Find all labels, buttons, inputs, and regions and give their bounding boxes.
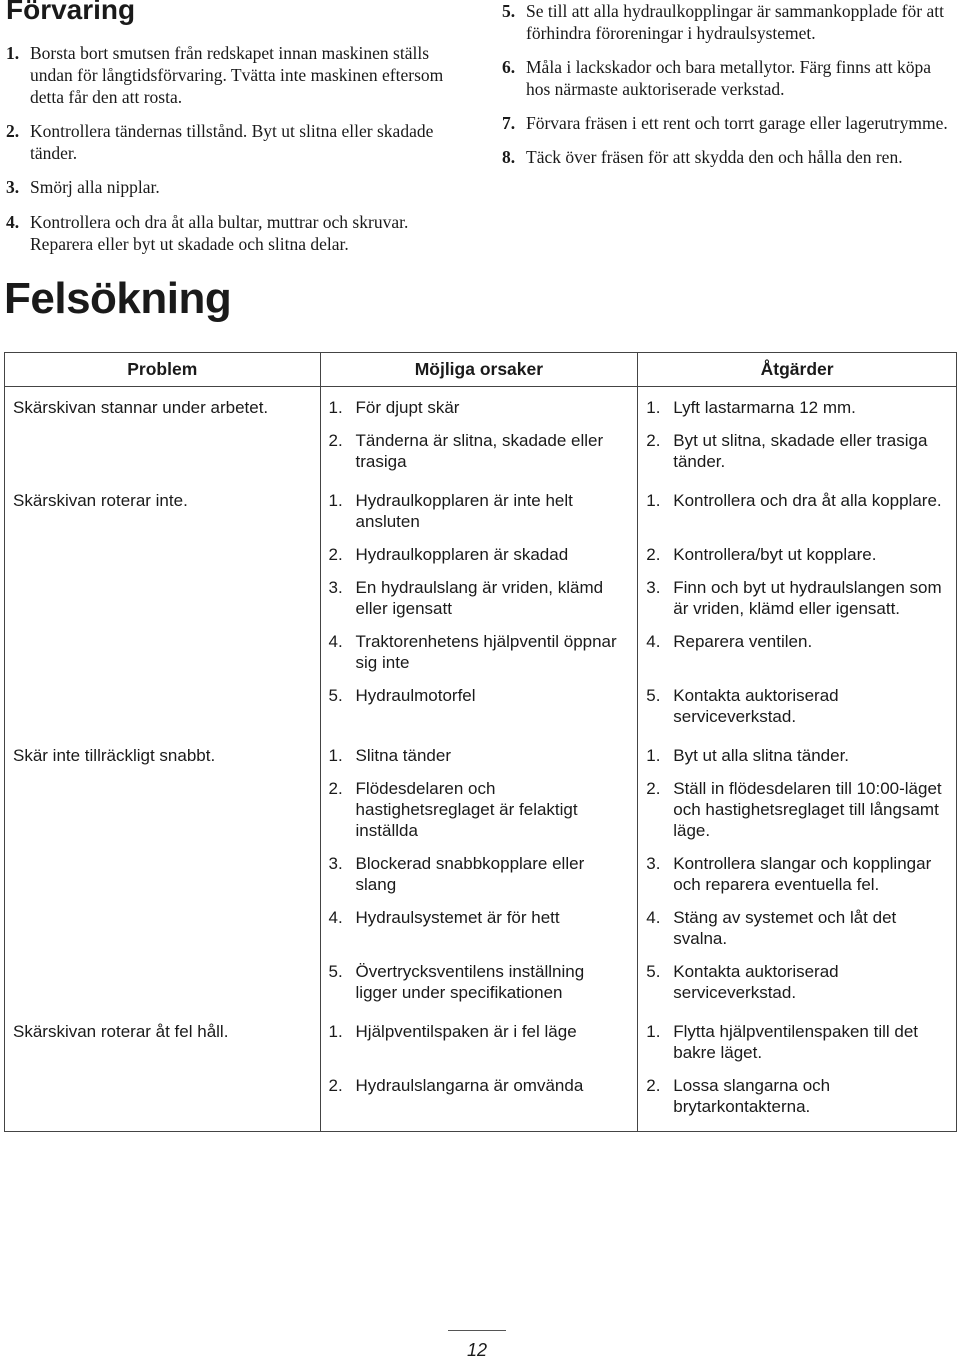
- causes-cell: [320, 480, 638, 735]
- actions-cell: [638, 387, 957, 481]
- table-row: [5, 480, 957, 735]
- storage-section-title: Förvaring: [6, 0, 136, 25]
- storage-step: [502, 146, 957, 168]
- cause-text: Hydraulslangarna är omvända: [355, 1076, 584, 1095]
- storage-steps-left-continued: [6, 211, 446, 255]
- step-number: 3.: [6, 177, 20, 197]
- cause-number: 4.: [328, 908, 343, 927]
- column-header-causes: Möjliga orsaker: [320, 353, 638, 387]
- cause-item: [329, 577, 630, 619]
- cause-item: [329, 490, 630, 532]
- actions-list: [646, 490, 948, 727]
- action-item: [646, 397, 948, 418]
- action-text: Kontrollera och dra åt alla kopplare.: [673, 491, 942, 510]
- action-item: [646, 961, 948, 1003]
- table-row: [5, 1011, 957, 1132]
- action-item: [646, 430, 948, 472]
- storage-step: [502, 112, 957, 134]
- problem-text: Skärskivan stannar under arbetet.: [13, 398, 269, 417]
- cause-text: Slitna tänder: [355, 746, 451, 765]
- cause-item: [329, 430, 630, 472]
- cause-number: 1.: [328, 746, 343, 765]
- cause-item: [329, 397, 630, 418]
- cause-number: 3.: [328, 854, 343, 873]
- actions-list: [646, 397, 948, 472]
- step-number: 6.: [502, 57, 516, 77]
- action-text: Ställ in flödesdelaren till 10:00-läget och hastighetsreglaget till långsamt läge.: [673, 779, 942, 840]
- action-number: 1.: [646, 746, 661, 765]
- action-number: 5.: [646, 962, 661, 981]
- action-text: Stäng av systemet och låt det svalna.: [673, 908, 897, 948]
- causes-list: [329, 1021, 630, 1117]
- cause-item: [329, 544, 630, 565]
- action-number: 1.: [646, 491, 661, 510]
- action-text: Kontakta auktoriserad serviceverkstad.: [673, 686, 839, 726]
- action-number: 2.: [646, 431, 661, 450]
- actions-cell: [638, 1011, 957, 1132]
- action-item: [646, 1075, 948, 1117]
- actions-list: [646, 745, 948, 1003]
- action-number: 4.: [646, 632, 661, 651]
- action-text: Byt ut slitna, skadade eller trasiga tänder.: [673, 431, 928, 471]
- cause-item: [329, 631, 630, 673]
- step-text: Smörj alla nipplar.: [30, 177, 160, 197]
- step-text: Kontrollera tändernas tillstånd. Byt ut slitna eller skadade tänder.: [30, 121, 434, 163]
- cause-number: 1.: [328, 491, 343, 510]
- action-text: Kontrollera slangar och kopplingar och reparera eventuella fel.: [673, 854, 932, 894]
- step-text: Kontrollera och dra åt alla bultar, muttrar och skruvar. Reparera eller byt ut skadade och slitna delar.: [30, 212, 409, 254]
- cause-number: 1.: [328, 1022, 343, 1041]
- column-header-problem: Problem: [5, 353, 321, 387]
- causes-cell: [320, 1011, 638, 1132]
- action-text: Kontakta auktoriserad serviceverkstad.: [673, 962, 839, 1002]
- storage-step: [6, 42, 446, 108]
- cause-number: 5.: [328, 686, 343, 705]
- cause-number: 3.: [328, 578, 343, 597]
- action-item: [646, 853, 948, 895]
- storage-list-left-continued: [6, 211, 446, 267]
- causes-cell: [320, 387, 638, 481]
- step-number: 8.: [502, 147, 516, 167]
- action-item: [646, 577, 948, 619]
- step-number: 7.: [502, 113, 516, 133]
- cause-item: [329, 1075, 630, 1117]
- action-text: Flytta hjälpventilenspaken till det bakre läget.: [673, 1022, 918, 1062]
- cause-text: För djupt skär: [355, 398, 460, 417]
- action-item: [646, 1021, 948, 1063]
- cause-item: [329, 961, 630, 1003]
- action-item: [646, 685, 948, 727]
- storage-list-right: [502, 0, 957, 180]
- step-text: Förvara fräsen i ett rent och torrt garage eller lagerutrymme.: [526, 113, 948, 133]
- cause-item: [329, 1021, 630, 1063]
- action-item: [646, 490, 948, 532]
- problem-cell: [5, 387, 321, 481]
- action-item: [646, 745, 948, 766]
- actions-cell: [638, 735, 957, 1011]
- cause-text: Hydraulmotorfel: [355, 686, 476, 705]
- storage-step: [502, 0, 957, 44]
- cause-text: En hydraulslang är vriden, klämd eller igensatt: [355, 578, 604, 618]
- cause-item: [329, 907, 630, 949]
- storage-step: [502, 56, 957, 100]
- step-number: 5.: [502, 1, 516, 21]
- action-item: [646, 544, 948, 565]
- problem-text: Skärskivan roterar åt fel håll.: [13, 1022, 229, 1041]
- storage-step: [6, 176, 446, 198]
- action-text: Lossa slangarna och brytarkontakterna.: [673, 1076, 831, 1116]
- cause-number: 1.: [328, 398, 343, 417]
- page-number-rule: [448, 1330, 506, 1331]
- cause-number: 4.: [328, 632, 343, 651]
- storage-step: [6, 120, 446, 164]
- table-row: [5, 387, 957, 481]
- action-item: [646, 631, 948, 673]
- action-text: Byt ut alla slitna tänder.: [673, 746, 850, 765]
- cause-number: 2.: [328, 545, 343, 564]
- cause-text: Hydraulkopplaren är inte helt ansluten: [355, 491, 573, 531]
- step-number: 1.: [6, 43, 20, 63]
- step-number: 4.: [6, 212, 20, 232]
- table-row: [5, 735, 957, 1011]
- actions-cell: [638, 480, 957, 735]
- action-text: Lyft lastarmarna 12 mm.: [673, 398, 856, 417]
- cause-item: [329, 853, 630, 895]
- action-number: 5.: [646, 686, 661, 705]
- problem-text: Skär inte tillräckligt snabbt.: [13, 746, 216, 765]
- action-number: 4.: [646, 908, 661, 927]
- action-number: 3.: [646, 854, 661, 873]
- storage-step: [6, 211, 446, 255]
- cause-text: Tänderna är slitna, skadade eller trasiga: [355, 431, 604, 471]
- cause-number: 2.: [328, 779, 343, 798]
- action-number: 2.: [646, 1076, 661, 1095]
- cause-text: Traktorenhetens hjälpventil öppnar sig inte: [355, 632, 617, 672]
- cause-text: Hydraulsystemet är för hett: [355, 908, 560, 927]
- troubleshooting-table-body: [5, 387, 957, 1132]
- problem-cell: [5, 735, 321, 1011]
- problem-cell: [5, 480, 321, 735]
- problem-cell: [5, 1011, 321, 1132]
- column-header-actions: Åtgärder: [638, 353, 957, 387]
- action-number: 1.: [646, 1022, 661, 1041]
- cause-number: 5.: [328, 962, 343, 981]
- cause-item: [329, 685, 630, 727]
- step-text: Borsta bort smutsen från redskapet innan maskinen ställs undan för långtidsförvaring. Tvätta inte maskinen eftersom detta får den att rosta.: [30, 43, 444, 107]
- cause-number: 2.: [328, 431, 343, 450]
- action-number: 1.: [646, 398, 661, 417]
- storage-list-left: [6, 42, 446, 210]
- problem-text: Skärskivan roterar inte.: [13, 491, 188, 510]
- step-text: Se till att alla hydraulkopplingar är sammankopplade för att förhindra föroreningar i hydraulsystemet.: [526, 1, 944, 43]
- action-text: Reparera ventilen.: [673, 632, 813, 651]
- action-number: 3.: [646, 578, 661, 597]
- step-text: Täck över fräsen för att skydda den och hålla den ren.: [526, 147, 903, 167]
- step-text: Måla i lackskador och bara metallytor. Färg finns att köpa hos närmaste auktoriserade verkstad.: [526, 57, 931, 99]
- causes-list: [329, 490, 630, 727]
- cause-text: Övertrycksventilens inställning ligger under specifikationen: [355, 962, 585, 1002]
- causes-list: [329, 745, 630, 1003]
- action-item: [646, 778, 948, 841]
- step-number: 2.: [6, 121, 20, 141]
- cause-text: Hjälpventilspaken är i fel läge: [355, 1022, 577, 1041]
- cause-text: Flödesdelaren och hastighetsreglaget är felaktigt inställda: [355, 779, 578, 840]
- storage-steps-right: [502, 0, 957, 168]
- action-number: 2.: [646, 779, 661, 798]
- action-item: [646, 907, 948, 949]
- action-text: Kontrollera/byt ut kopplare.: [673, 545, 877, 564]
- page-number: 12: [466, 1340, 488, 1360]
- cause-item: [329, 745, 630, 766]
- actions-list: [646, 1021, 948, 1117]
- cause-text: Blockerad snabbkopplare eller slang: [355, 854, 585, 894]
- causes-list: [329, 397, 630, 472]
- troubleshooting-section-title: Felsökning: [4, 274, 232, 323]
- cause-number: 2.: [328, 1076, 343, 1095]
- cause-text: Hydraulkopplaren är skadad: [355, 545, 569, 564]
- storage-steps-left: [6, 42, 446, 198]
- troubleshooting-table: [4, 352, 957, 1132]
- action-text: Finn och byt ut hydraulslangen som är vriden, klämd eller igensatt.: [673, 578, 942, 618]
- table-header-row: [5, 353, 957, 387]
- causes-cell: [320, 735, 638, 1011]
- action-number: 2.: [646, 545, 661, 564]
- cause-item: [329, 778, 630, 841]
